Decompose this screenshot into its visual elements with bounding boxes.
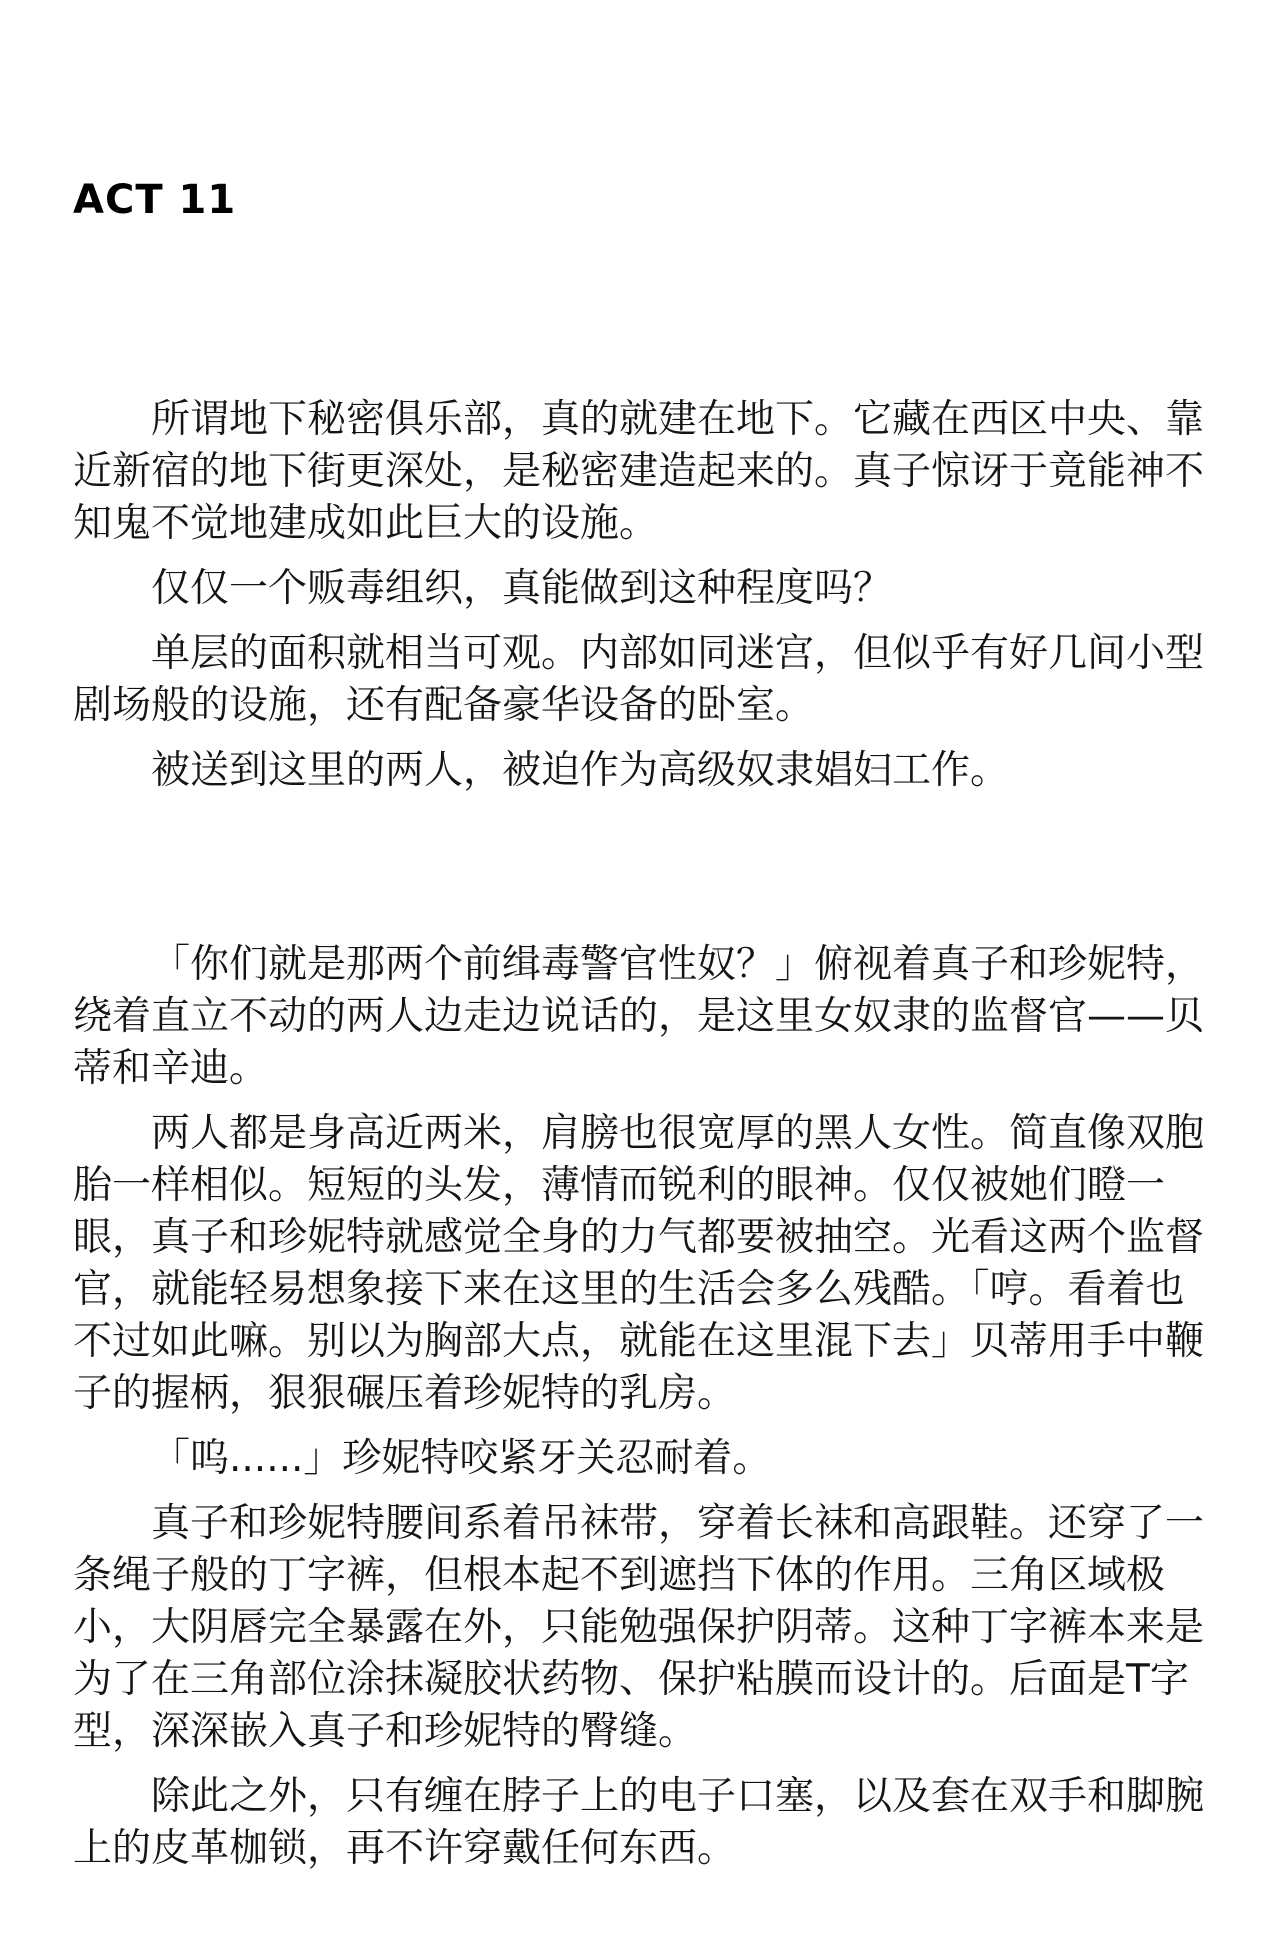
paragraph	[73, 1433, 1222, 1485]
paragraph	[73, 563, 1222, 615]
text-line: 所谓地下秘密俱乐部，真的就建在地下。它藏在西区中央、靠	[151, 397, 1205, 442]
text-line: 蒂和辛迪。	[73, 1046, 269, 1091]
text-line: 上的皮革枷锁，再不许穿戴任何东西。	[73, 1826, 737, 1871]
text-section-1	[73, 394, 1222, 797]
text-line: 两人都是身高近两米，肩膀也很宽厚的黑人女性。简直像双胞	[151, 1111, 1205, 1156]
text-line: 「呜......」珍妮特咬紧牙关忍耐着。	[151, 1436, 772, 1481]
text-section-2	[73, 939, 1222, 1875]
text-line: 子的握柄，狠狠碾压着珍妮特的乳房。	[73, 1371, 737, 1416]
paragraph	[73, 939, 1222, 1095]
paragraph	[73, 745, 1222, 797]
text-line: 小，大阴唇完全暴露在外，只能勉强保护阴蒂。这种丁字裤本来是	[73, 1605, 1205, 1650]
text-line: 仅仅一个贩毒组织，真能做到这种程度吗？	[151, 566, 893, 611]
chapter-body	[73, 394, 1222, 1875]
paragraph	[73, 1108, 1222, 1420]
text-line: 官，就能轻易想象接下来在这里的生活会多么残酷。「哼。看着也	[73, 1267, 1185, 1312]
text-line: 型，深深嵌入真子和珍妮特的臀缝。	[73, 1709, 698, 1754]
chapter-heading: ACT 11	[73, 177, 237, 223]
paragraph	[73, 394, 1222, 550]
text-line: 条绳子般的丁字裤，但根本起不到遮挡下体的作用。三角区域极	[73, 1553, 1166, 1598]
text-line: 单层的面积就相当可观。内部如同迷宫，但似乎有好几间小型	[151, 631, 1205, 676]
section-break	[73, 810, 1222, 939]
text-line: 真子和珍妮特腰间系着吊袜带，穿着长袜和高跟鞋。还穿了一	[151, 1501, 1205, 1546]
text-line: 剧场般的设施，还有配备豪华设备的卧室。	[73, 683, 815, 728]
text-line: 胎一样相似。短短的头发，薄情而锐利的眼神。仅仅被她们瞪一	[73, 1163, 1166, 1208]
paragraph	[73, 628, 1222, 732]
text-line: 绕着直立不动的两人边走边说话的，是这里女奴隶的监督官——贝	[73, 994, 1205, 1039]
text-line: 近新宿的地下街更深处，是秘密建造起来的。真子惊讶于竟能神不	[73, 449, 1205, 494]
text-line: 「你们就是那两个前缉毒警官性奴？」俯视着真子和珍妮特，	[151, 942, 1205, 987]
text-line: 不过如此嘛。别以为胸部大点，就能在这里混下去」贝蒂用手中鞭	[73, 1319, 1205, 1364]
paragraph	[73, 1771, 1222, 1875]
text-line: 知鬼不觉地建成如此巨大的设施。	[73, 501, 659, 546]
text-line: 被送到这里的两人，被迫作为高级奴隶娼妇工作。	[151, 748, 1010, 793]
text-line: 除此之外，只有缠在脖子上的电子口塞，以及套在双手和脚腕	[151, 1774, 1205, 1819]
text-line: 为了在三角部位涂抹凝胶状药物、保护粘膜而设计的。后面是T字	[73, 1657, 1189, 1702]
text-line: 眼，真子和珍妮特就感觉全身的力气都要被抽空。光看这两个监督	[73, 1215, 1205, 1260]
paragraph	[73, 1498, 1222, 1758]
